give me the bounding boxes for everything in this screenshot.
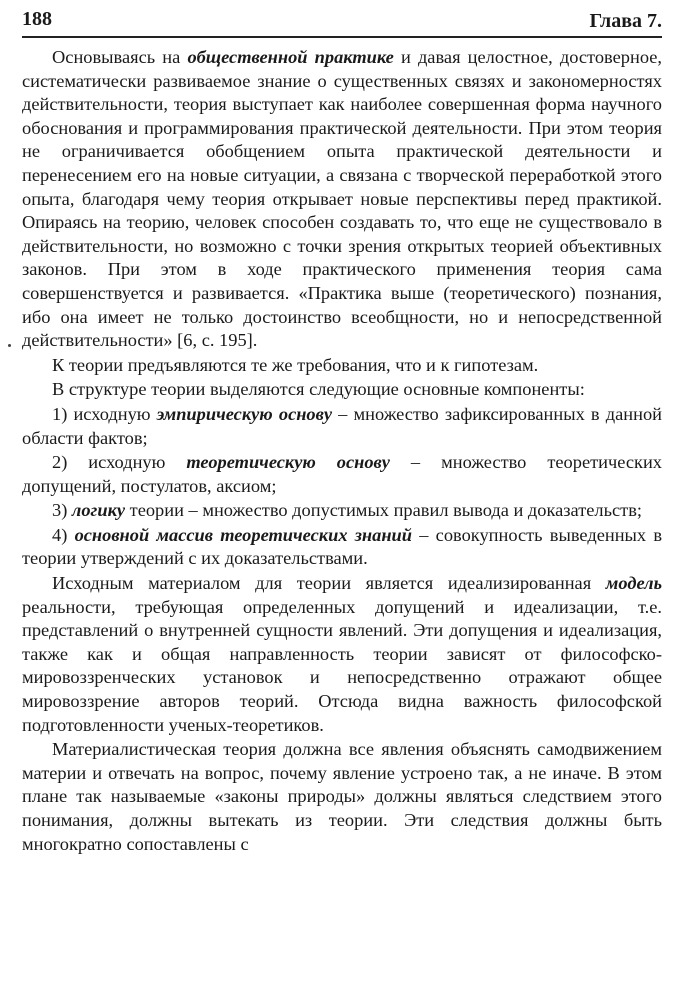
emphasis-model: модель bbox=[605, 573, 662, 594]
header-rule bbox=[22, 36, 662, 38]
list-item-theoretical-basis: 2) исходную теоретическую основу – множество теоретических допущений, постулатов, аксиом; bbox=[22, 452, 662, 496]
running-header bbox=[22, 8, 662, 36]
paragraph-materialist-theory: Материалистическая теория должна все явления объяснять самодвижением материи и отвечать на вопрос, почему явление устроено так, а не иначе. В этом плане так называемые «законы природы» должны являться следствием этого понимания, должны вытекать из теории. Эти следствия должны быть многократно сопоставлены с bbox=[22, 739, 662, 854]
list-item-knowledge-mass: 4) основной массив теоретических знаний – совокупность выведенных в теории утверждений с их доказательствами. bbox=[22, 524, 663, 569]
emphasis-knowledge-mass: основной массив теоретических знаний bbox=[74, 524, 412, 545]
paragraph-structure-intro: В структуре теории выделяются следующие основные компоненты: bbox=[52, 379, 585, 400]
emphasis-empirical-basis: эмпирическую основу bbox=[156, 403, 333, 424]
paragraph-model: Исходным материалом для теории является идеализированная модель реальности, требующая определенных допущений и идеализации, т.е. представлений о внутренней сущности явлений. Эти допущения и идеализация, также как и общая направленность теории зависят от философско-мировоззренческих установок и непосредственно отражают общее мировоззрение авторов теорий. Отсюда видна важность философской подготовленности ученых-теоретиков. bbox=[22, 573, 662, 735]
chapter-label: Глава 7. bbox=[589, 10, 662, 32]
paragraph-requirements: К теории предъявляются те же требования, что и к гипотезам. bbox=[52, 354, 539, 375]
margin-mark bbox=[8, 344, 11, 347]
list-item-empirical-basis: 1) исходную эмпирическую основу – множество зафиксированных в данной области фактов; bbox=[22, 403, 662, 448]
emphasis-theoretical-basis: теоретическую основу bbox=[186, 452, 390, 473]
page-number: 188 bbox=[22, 8, 52, 30]
paragraph-theory-practice: Основываясь на общественной практике и давая целостное, достоверное, систематически развиваемое знание о существенных связях и закономерностях действительности, теория выступает как наиболее совершенная форма научного обоснования и программирования практической деятельности. При этом теория не ограничивается обобщением опыта практической деятельности и перенесением его на новые ситуации, а связана с творческой переработкой этого опыта, благодаря чему теория открывает новые перспективы перед практикой. Опираясь на теорию, человек способен создавать то, что еще не существовало в действительности, но возможно с точки зрения открытых теорией объективных законов. При этом в ходе практического применения теория сама совершенствуется и развивается. «Практика выше (теоретического) познания, ибо она имеет не только достоинство всеобщности, но и непосредственной действительности» [6, с. 195]. bbox=[22, 47, 662, 351]
emphasis-logic: логику bbox=[71, 500, 126, 521]
body-text bbox=[22, 46, 662, 856]
emphasis-social-practice: общественной практике bbox=[187, 47, 394, 67]
list-item-logic: 3) логику теории – множество допустимых правил вывода и доказательств; bbox=[52, 500, 642, 521]
